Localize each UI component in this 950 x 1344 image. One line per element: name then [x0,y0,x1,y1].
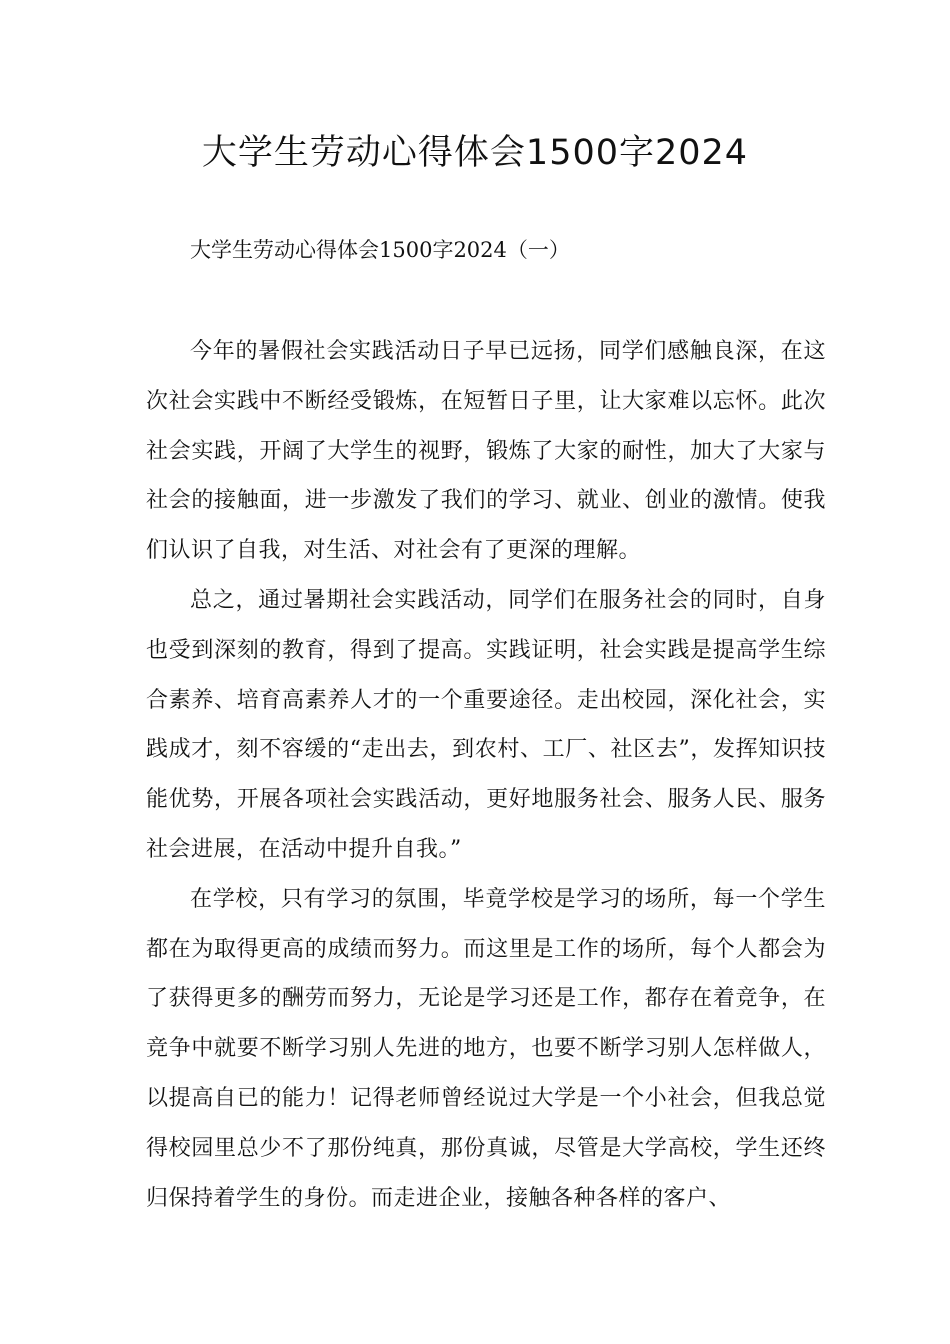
document-body [146,327,826,1223]
paragraph-1: 今年的暑假社会实践活动日子早已远扬，同学们感触良深，在这次社会实践中不断经受锻炼，在短暂日子里，让大家难以忘怀。此次社会实践，开阔了大学生的视野，锻炼了大家的耐性，加大了大家与社会的接触面，进一步激发了我们的学习、就业、创业的激情。使我们认识了自我，对生活、对社会有了更深的理解。 [146,339,826,564]
paragraph-2: 总之，通过暑期社会实践活动，同学们在服务社会的同时，自身也受到深刻的教育，得到了提高。实践证明，社会实践是提高学生综合素养、培育高素养人才的一个重要途径。走出校园，深化社会，实践成才，刻不容缓的“走出去，到农村、工厂、社区去”，发挥知识技能优势，开展各项社会实践活动，更好地服务社会、服务人民、服务社会进展，在活动中提升自我。” [146,587,826,862]
document-title: 大学生劳动心得体会1500字2024 [201,133,749,173]
paragraph-3: 在学校，只有学习的氛围，毕竟学校是学习的场所，每一个学生都在为取得更高的成绩而努力。而这里是工作的场所，每个人都会为了获得更多的酬劳而努力，无论是学习还是工作，都存在着竞争，在竞争中就要不断学习别人先进的地方，也要不断学习别人怎样做人，以提高自已的能力！记得老师曾经说过大学是一个小社会，但我总觉得校园里总少不了那份纯真，那份真诚，尽管是大学高校，学生还终归保持着学生的身份。而走进企业，接触各种各样的客户、 [146,886,826,1211]
section-heading: 大学生劳动心得体会1500字2024（一） [190,238,570,262]
